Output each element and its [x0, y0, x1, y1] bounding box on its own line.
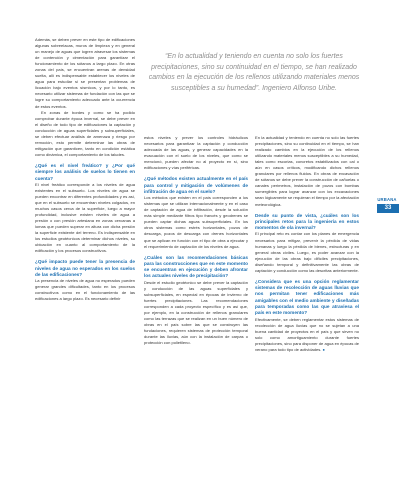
- question-heading: ¿Qué es el nivel freático? y ¿Por qué siempre los análisis de suelos lo tienen en cuenta?: [35, 162, 135, 181]
- question-heading: ¿Qué impacto puede tener la presencia de niveles de agua no esperados en los suelos de las edificaciones?: [35, 259, 135, 277]
- paragraph: El principal reto es contar con los planes de emergencia necesarios para mitigar, prevenir la pérdida de vidas humanas y luego la pérdida de bienes, estructuras y en general obras civiles. Luego, es poder avanzar con la ejecución de las obras bajo difíciles precipitaciones, diseñando temporal y definitivamente las obras de captación y conducción como las descritas anteriormente.: [255, 231, 359, 273]
- section-label: URBANA: [377, 197, 397, 202]
- section-tab: [373, 197, 401, 221]
- paragraph: estos niveles y prever los controles hidráulicos necesarios para garantizar la captación y conducción adecuada de las aguas, y generar capacidades en la evacuación con el suelo de los niveles, que como se mencionó, pueden afectar no al proyecto en sí, sino edificaciones y vías periféricas.: [144, 135, 248, 171]
- paragraph-text: Efectivamente, se deben reglamentar estos sistemas de recolección de agua lluvias que no se sujetan a una buena cantidad de proyectos en el país y que sirven no solo como amortiguamiento durante fuertes precipitaciones, sino para disponer de agua en épocas de verano para todo tipo de actividades.: [255, 316, 359, 352]
- text-column-middle: [144, 135, 248, 346]
- question-heading: Desde su punto de vista, ¿cuáles son los principales retos para la ingeniería en estos momentos de ola invernal?: [255, 212, 359, 231]
- question-heading: ¿Qué métodos existen actualmente en el país para control y mitigación de volúmenes de infiltración de agua en el suelo?: [144, 176, 248, 194]
- paragraph: Desde el estudio geotécnico se debe prever la captación y conducción de las aguas superficiales y subsuperficiales, en especial en épocas de invierno de fuertes precipitaciones. Las recomendaciones corresponden a cada proyecto específico y es así que, por ejemplo, en la construcción de rellenos granulares como las terrazas que se realizan en un buen número de obras en el país sobre las que se construyen las fundaciones, requieren sistemas de protección temporal durante las lluvias, aún con la instalación de carpas o protección con polietileno.: [144, 279, 248, 346]
- paragraph: La presencia de niveles de agua no esperados pueden generar grandes dificultades, tanto en los procesos constructivos como en el funcionamiento de las edificaciones a largo plazo. Es necesario definir: [35, 278, 135, 302]
- paragraph: En la actualidad y teniendo en cuenta no solo las fuertes precipitaciones, sino su continuidad en el tiempo, se han realizado cambios en la ejecución de los rellenos utilizando materiales menos susceptibles a su humedad, tales como escorias, concretos estabilizados con cal o aún en casos críticos, modificando dichos rellenos granulares por rellenos fluidos. En obras de excavación de sótanos se debe prever la construcción de cañuelas o canales perimetros, instalación de pozos con bombas sumergibles para lograr avanzar con los excavaciones sean lógicamente se requieran el tiempo por la afectación meteorológica.: [255, 135, 359, 207]
- question-heading: ¿Cuáles son las recomendaciones básicas para las construcciones que en este momento se encuentran en ejecución y deben afrontar los actuales niveles de precipitación?: [144, 254, 248, 279]
- text-column-left: [35, 37, 135, 302]
- text-column-right: [255, 135, 359, 353]
- page-number: 33: [377, 204, 399, 213]
- paragraph: Además, se deben prever en este tipo de edificaciones algunas sobreelacas, muros de limpieza y en general un manejo de aguas que logren atravesar los sistemas de contención y cimentación para garantizar el funcionamiento de los sótanos a largo plazo. En otras zonas del país, se encuentran arenas de densidad suelta, allí es indispensable establecer los niveles de agua para estudiar si se presentan problemas de licuación bajo eventos sísmicos, y por lo tanto, es necesario utilizar sistemas de fundación con las que se logre su comportamiento adecuado ante la ocurrencia de estos eventos.: [35, 37, 135, 109]
- paragraph: En zonas de bordes y como se ha podido comprobar durante época invernal, se debe prever en el diseño de todo tipo de edificaciones la captación y conducción de aguas superficiales y subsuperficiales, se deben efectuar análisis de amenaza y riesgo por remoción, esto permite determinar las obras de mitigación que garanticen, tanto en condición estática como dinámica, el comportamiento de los taludes.: [35, 109, 135, 157]
- question-heading: ¿Considera que es una opción reglamentar sistemas de recolección de aguas lluvias que nos permitan tener edificaciones más amigables con el medio ambiente y diseñadas para temporadas como las que atraviesa el país en este momento?: [255, 278, 359, 316]
- paragraph: El nivel freático corresponde a los niveles de agua existentes en el subsuelo. Los niveles de agua se pueden encontrar en diferentes profundidades y es así, que en el subsuelo se encuentran niveles colgados, en muchos casos cerca de la superficie, luego a mayor profundidad, inclusive existen niveles de agua a presión o con presión artesiana en zonas cercanas a lomas que pueden superar en altura con dicha presión la superficie existente del terreno. Es indispensable en los estudios geotécnicos determinar dichos niveles, su ubicación en cuanto al comportamiento de la edificación y los procesos constructivos.: [35, 181, 135, 254]
- paragraph: [255, 317, 359, 353]
- pull-quote: “En lo actualidad y teniendo en cuenta no solo los fuertes precipitaciones, sino su continuidad en el tiempo, se han realizado cambios en la ejecución de los rellenos utilizando materiales menos susceptibles a su humedad”. Ingeniero Alfonso Uribe.: [148, 53, 360, 92]
- paragraph: Los métodos que existen en el país corresponden a los sistemas que se utilizan internacionalmente y en el caso de captación de agua de infiltración, desde la solución más simple mediante filtros tipo francés y geodrenes se pueden captar dichas aguas subsuperficiales. En los otros sistemas como estrés horizontales, pozos de descarga, pozos de descarga con drenes horizontales que se aplican en función con el tipo de obra a ejecutar y el requerimiento de captación de los niveles de agua.: [144, 195, 248, 249]
- end-of-article-icon: ●: [322, 346, 325, 352]
